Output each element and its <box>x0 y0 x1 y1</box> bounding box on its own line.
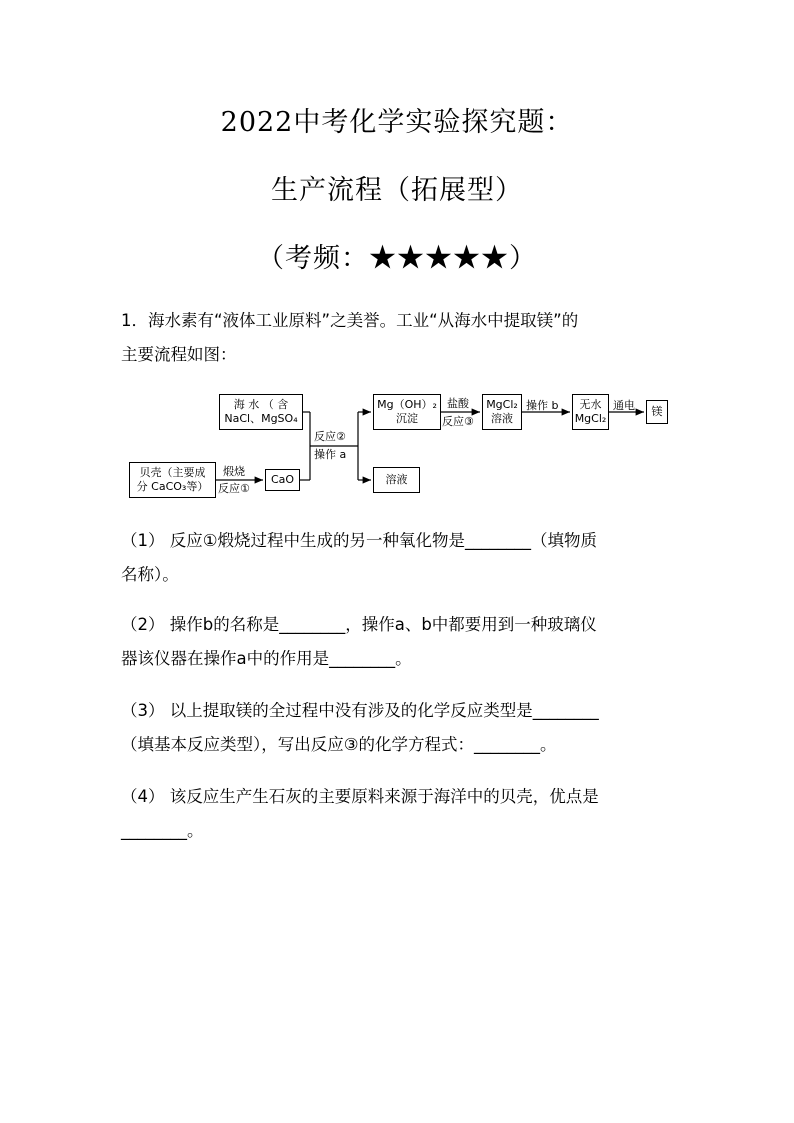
question-intro-line-1: 1．海水素有“液体工业原料”之美誉。工业“从海水中提取镁”的 <box>121 311 579 330</box>
cao-label: CaO <box>270 473 295 486</box>
calcine-label: 煅烧 <box>223 465 245 478</box>
mgcl2-solution-label-1: MgCl₂ <box>486 398 518 411</box>
subquestion-2-line-1: （2） 操作b的名称是________，操作a、b中都要用到一种玻璃仪 <box>121 615 597 634</box>
reaction2-label: 反应② <box>314 430 346 443</box>
mgoh2-box <box>373 394 441 430</box>
magnesium-label: 镁 <box>651 405 663 418</box>
subquestion-1-line-1: （1） 反应①煅烧过程中生成的另一种氧化物是________（填物质 <box>121 531 598 550</box>
subquestion-4-line-2: ________。 <box>121 821 204 840</box>
hcl-label: 盐酸 <box>447 397 469 410</box>
mgoh2-label-2: 沉淀 <box>396 412 418 425</box>
shell-label-2: 分 CaCO₃等） <box>136 480 209 493</box>
subquestion-3-line-2: （填基本反应类型），写出反应③的化学方程式：________。 <box>121 735 557 754</box>
magnesium-box <box>646 400 668 424</box>
title-line-3: （考频：★★★★★） <box>257 243 537 274</box>
subquestion-1 <box>121 524 681 592</box>
mgcl2-solution-box <box>482 394 522 430</box>
shell-label-1: 贝壳（主要成 <box>139 466 206 479</box>
anhydrous-label-1: 无水 <box>579 398 602 411</box>
anhydrous-mgcl2-box <box>572 394 609 430</box>
subquestion-4 <box>121 780 681 848</box>
question-intro-line-2: 主要流程如图： <box>121 345 237 364</box>
subquestion-2-line-2: 器该仪器在操作a中的作用是________。 <box>121 649 412 668</box>
seawater-box <box>219 394 303 430</box>
reaction1-label: 反应① <box>218 482 250 495</box>
solution-label: 溶液 <box>385 473 408 486</box>
operation-b-label: 操作 b <box>526 399 559 412</box>
reaction3-label: 反应③ <box>442 415 474 428</box>
flow-diagram <box>120 385 680 505</box>
title-line-2: 生产流程（拓展型） <box>271 175 523 206</box>
solution-box <box>373 467 420 493</box>
cao-box <box>265 469 300 491</box>
subquestion-2 <box>121 608 681 676</box>
subquestion-3 <box>121 694 681 762</box>
electrolysis-label: 通电 <box>613 399 635 412</box>
operation-a-label: 操作 a <box>314 448 347 461</box>
mgoh2-label-1: Mg（OH）₂ <box>377 398 437 411</box>
subquestion-3-line-1: （3） 以上提取镁的全过程中没有涉及的化学反应类型是________ <box>121 701 599 720</box>
mgcl2-solution-label-2: 溶液 <box>491 412 513 425</box>
subquestion-4-line-1: （4） 该反应生产生石灰的主要原料来源于海洋中的贝壳，优点是 <box>121 787 599 806</box>
shell-box <box>129 462 216 498</box>
subquestion-1-line-2: 名称）。 <box>121 565 179 584</box>
question-intro <box>121 304 681 372</box>
title-line-1: 2022中考化学实验探究题： <box>220 107 574 138</box>
seawater-label-2: NaCl、MgSO₄ <box>224 412 298 425</box>
anhydrous-label-2: MgCl₂ <box>574 412 607 425</box>
seawater-label-1: 海 水 （ 含 <box>233 398 289 411</box>
